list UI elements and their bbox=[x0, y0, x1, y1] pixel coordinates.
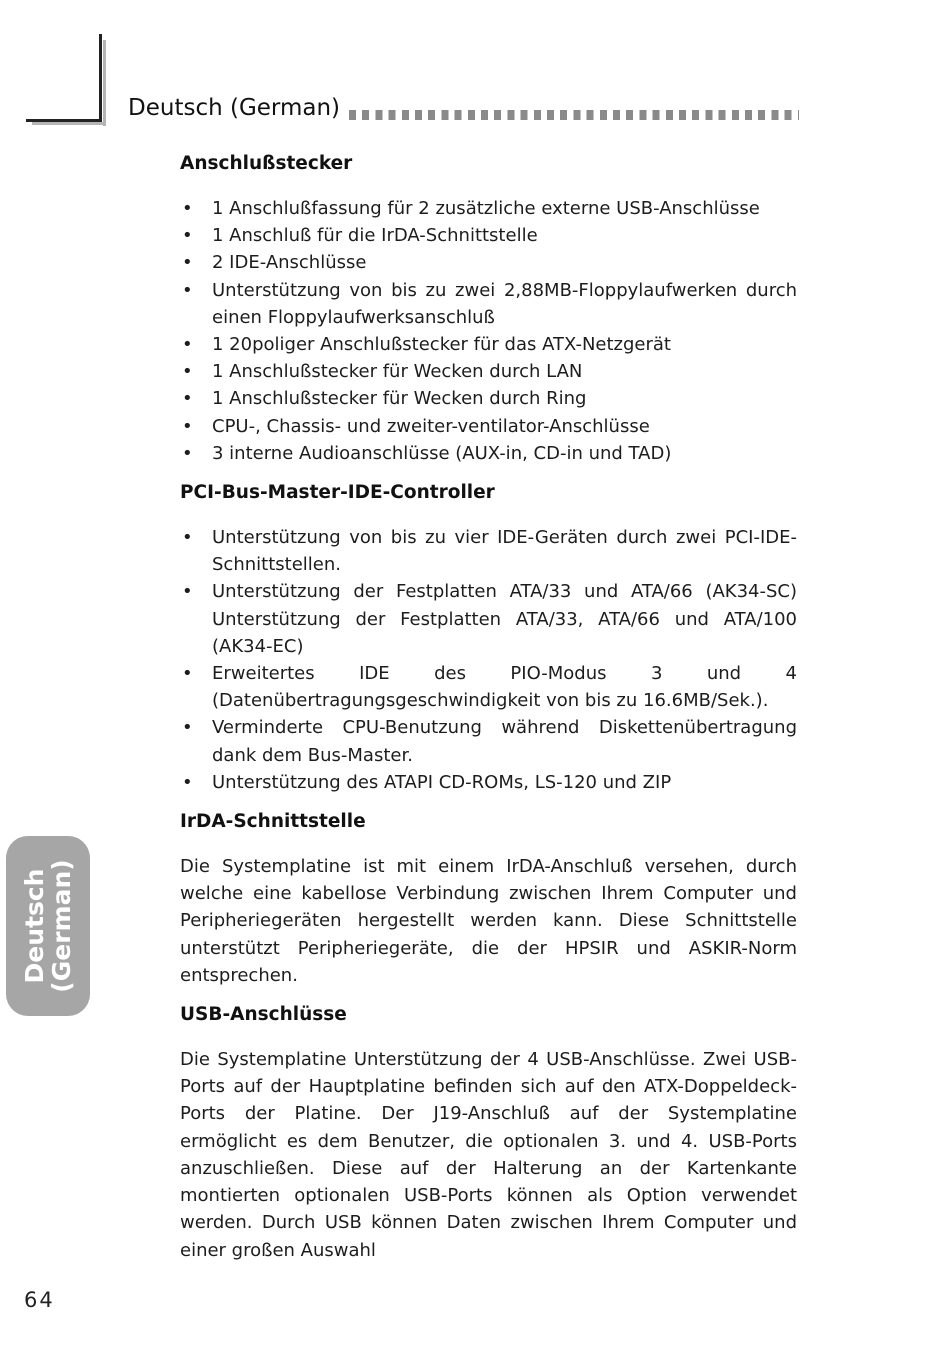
section-heading: PCI-Bus-Master-IDE-Controller bbox=[180, 482, 495, 504]
section-heading: IrDA-Schnittstelle bbox=[180, 811, 366, 833]
bullet-list bbox=[180, 524, 797, 796]
side-tab bbox=[6, 836, 90, 1016]
list-item: • Erweitertes IDE des PIO-Modus 3 und 4 (Datenübertragungsgeschwindigkeit von bis zu 16.6MB/Sek.). bbox=[180, 660, 797, 714]
title-dotted-rule bbox=[349, 110, 799, 120]
page-content bbox=[180, 150, 797, 1276]
list-item: • 2 IDE-Anschlüsse bbox=[180, 249, 797, 276]
page-number: 64 bbox=[24, 1288, 55, 1312]
list-item: • 1 Anschlußstecker für Wecken durch Ring bbox=[180, 385, 797, 412]
corner-mark-horizontal bbox=[26, 119, 102, 122]
corner-mark-shadow-vertical bbox=[103, 40, 106, 126]
list-item: • Unterstützung der Festplatten ATA/33 und ATA/66 (AK34-SC) Unterstützung der Festplatten ATA/33, ATA/66 und ATA/100 (AK34-EC) bbox=[180, 578, 797, 660]
section-heading: USB-Anschlüsse bbox=[180, 1004, 347, 1026]
list-item: • CPU-, Chassis- und zweiter-ventilator-Anschlüsse bbox=[180, 413, 797, 440]
bullet-list bbox=[180, 195, 797, 467]
list-item: • 1 Anschluß für die IrDA-Schnittstelle bbox=[180, 222, 797, 249]
page-title: Deutsch (German) bbox=[128, 95, 341, 121]
side-tab-label bbox=[21, 859, 75, 992]
section-heading: Anschlußstecker bbox=[180, 153, 353, 174]
side-tab-line: (German) bbox=[47, 859, 76, 993]
corner-mark-shadow-horizontal bbox=[32, 122, 106, 125]
list-item: • Verminderte CPU-Benutzung während Diskettenübertragung dank dem Bus-Master. bbox=[180, 714, 797, 768]
list-item: • 1 Anschlußfassung für 2 zusätzliche externe USB-Anschlüsse bbox=[180, 195, 797, 222]
paragraph: Die Systemplatine ist mit einem IrDA-Anschluß versehen, durch welche eine kabellose Verbindung zwischen Ihrem Computer und Peripheriegeräten hergestellt werden kann. Diese Schnittstelle unterstützt Peripheriegeräte, die der HPSIR und ASKIR-Norm entsprechen. bbox=[180, 856, 797, 986]
list-item: • Unterstützung von bis zu vier IDE-Geräten durch zwei PCI-IDE-Schnittstellen. bbox=[180, 524, 797, 578]
list-item: • 3 interne Audioanschlüsse (AUX-in, CD-in und TAD) bbox=[180, 440, 797, 467]
paragraph: Die Systemplatine Unterstützung der 4 USB-Anschlüsse. Zwei USB-Ports auf der Hauptplatine befinden sich auf den ATX-Doppeldeck-Ports der Platine. Der J19-Anschluß auf der Systemplatine ermöglicht es dem Benutzer, die optionalen 3. und 4. USB-Ports anzuschließen. Diese auf der Halterung an der Kartenkante montierten optionalen USB-Ports können als Option verwendet werden. Durch USB können Daten zwischen Ihrem Computer und einer großen Auswahl bbox=[180, 1049, 797, 1261]
list-item: • Unterstützung von bis zu zwei 2,88MB-Floppylaufwerken durch einen Floppylaufwerksanschluß bbox=[180, 277, 797, 331]
side-tab-line: Deutsch bbox=[20, 868, 49, 984]
corner-mark-vertical bbox=[99, 34, 102, 120]
list-item: • 1 Anschlußstecker für Wecken durch LAN bbox=[180, 358, 797, 385]
list-item: • Unterstützung des ATAPI CD-ROMs, LS-120 und ZIP bbox=[180, 769, 797, 796]
list-item: • 1 20poliger Anschlußstecker für das ATX-Netzgerät bbox=[180, 331, 797, 358]
